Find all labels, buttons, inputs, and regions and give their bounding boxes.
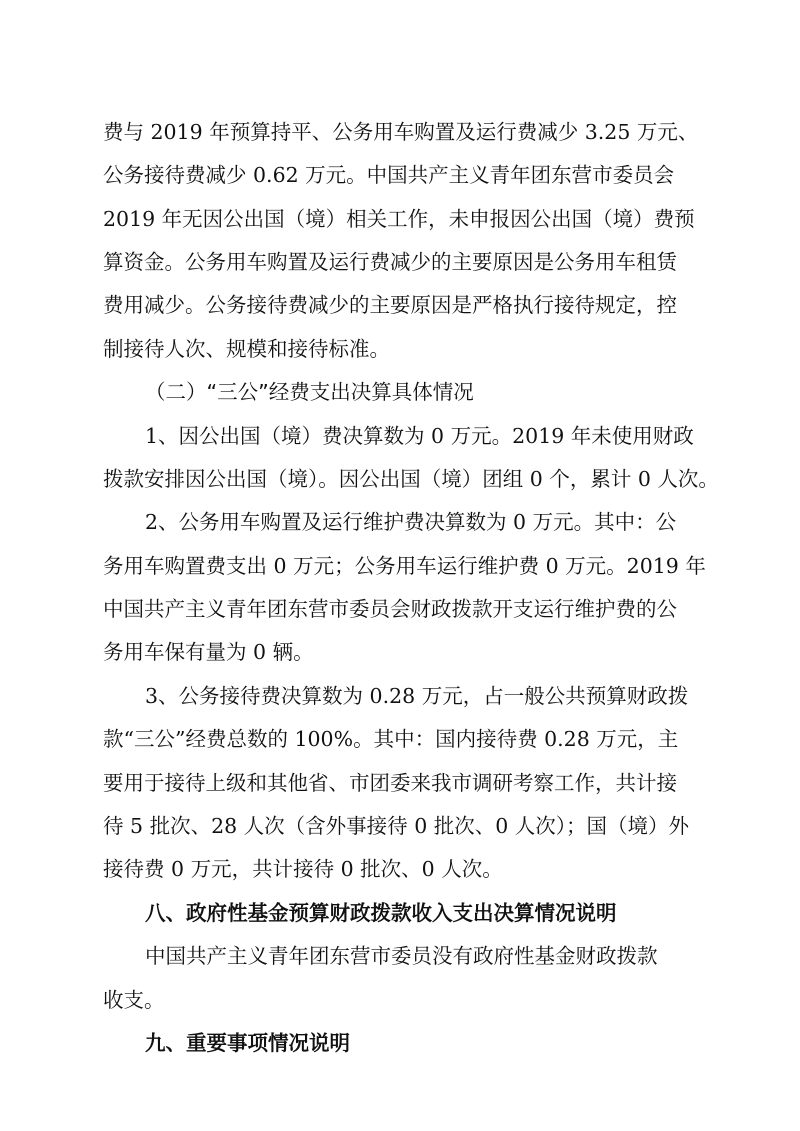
- paragraph-line: 中国共产主义青年团东营市委员没有政府性基金财政拨款: [145, 944, 658, 968]
- paragraph-line: 2、公务用车购置及运行维护费决算数为 0 万元。其中：公: [145, 510, 677, 534]
- section-heading: 九、重要事项情况说明: [145, 1031, 350, 1055]
- paragraph-line: 公务接待费减少 0.62 万元。中国共产主义青年团东营市委员会: [103, 163, 675, 187]
- paragraph-line: 接待费 0 万元，共计接待 0 批次、0 人次。: [103, 857, 503, 881]
- paragraph-line: 款“三公”经费总数的 100%。其中：国内接待费 0.28 万元，主: [103, 727, 679, 751]
- paragraph-line: 务用车购置费支出 0 万元；公务用车运行维护费 0 万元。2019 年: [103, 554, 706, 578]
- paragraph-line: 务用车保有量为 0 辆。: [103, 640, 314, 664]
- paragraph-line: 待 5 批次、28 人次（含外事接待 0 批次、0 人次）；国（境）外: [103, 814, 690, 838]
- paragraph-line: 制接待人次、规模和接待标准。: [103, 337, 390, 361]
- paragraph-line: 费用减少。公务接待费减少的主要原因是严格执行接待规定，控: [103, 293, 677, 317]
- paragraph-line: 1、因公出国（境）费决算数为 0 万元。2019 年未使用财政: [145, 424, 694, 448]
- paragraph-line: 中国共产主义青年团东营市委员会财政拨款开支运行维护费的公: [103, 597, 677, 621]
- section-heading: 八、政府性基金预算财政拨款收入支出决算情况说明: [145, 901, 617, 925]
- paragraph-line: 2019 年无因公出国（境）相关工作，未申报因公出国（境）费预: [103, 207, 695, 231]
- paragraph-line: 拨款安排因公出国（境）。因公出国（境）团组 0 个，累计 0 人次。: [103, 467, 719, 491]
- paragraph-line: 3、公务接待费决算数为 0.28 万元，占一般公共预算财政拨: [145, 684, 689, 708]
- paragraph-line: 要用于接待上级和其他省、市团委来我市调研考察工作，共计接: [103, 771, 677, 795]
- paragraph-line: 费与 2019 年预算持平、公务用车购置及运行费减少 3.25 万元、: [103, 120, 699, 144]
- section-subheading: （二）“三公”经费支出决算具体情况: [145, 380, 474, 404]
- paragraph-line: 算资金。公务用车购置及运行费减少的主要原因是公务用车租赁: [103, 250, 677, 274]
- paragraph-line: 收支。: [103, 988, 165, 1012]
